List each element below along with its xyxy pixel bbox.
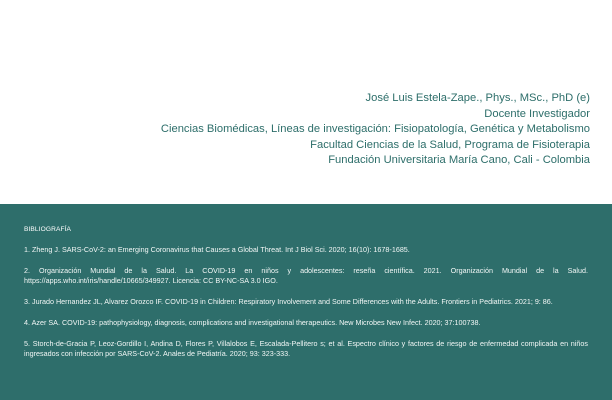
author-info (161, 91, 590, 169)
author-research-area: Ciencias Biomédicas, Líneas de investigación: Fisiopatología, Genética y Metabolismo (160, 123, 590, 136)
reference-item: 5. Storch-de-Gracia P, Leoz-Gordillo I, Andina D, Flores P, Villalobos E, Escalada-Pellitero s; et al. Espectro clínico y factores de riesgo de enfermedad complicada en niños ingresados con infección por SARS-CoV-2. Anales de Pediatría. 2020; 93: 323-333. (24, 338, 588, 358)
bibliography-title: BIBLIOGRAFÍA (24, 226, 72, 233)
reference-item: 4. Azer SA. COVID-19: pathophysiology, diagnosis, complications and investigational therapeutics. New Microbes New Infect. 2020; 37:100738. (24, 317, 481, 327)
bibliography-section (0, 204, 612, 400)
author-name: José Luis Estela-Zape., Phys., MSc., PhD (e) (365, 92, 590, 104)
author-role: Docente Investigador (484, 107, 590, 120)
author-faculty: Facultad Ciencias de la Salud, Programa de Fisioterapia (310, 138, 590, 151)
reference-item: 3. Jurado Hernandez JL, Alvarez Orozco IF. COVID-19 in Children: Respiratory Involvement and Some Differences with the Adults. Frontiers in Pediatrics. 2021; 9: 86. (24, 297, 553, 306)
reference-item: 1. Zheng J. SARS-CoV-2: an Emerging Coronavirus that Causes a Global Threat. Int J Biol Sci. 2020; 16(10): 1678-1685. (24, 245, 410, 254)
reference-item: 2. Organización Mundial de la Salud. La COVID-19 en niños y adolescentes: reseña científica. 2021. Organización Mundial de la Salud. https://apps.who.int/iris/handle/10665/349927. Licencia: CC BY-NC-SA 3.0 IGO. (24, 265, 588, 286)
author-institution: Fundación Universitaria María Cano, Cali - Colombia (328, 154, 590, 167)
